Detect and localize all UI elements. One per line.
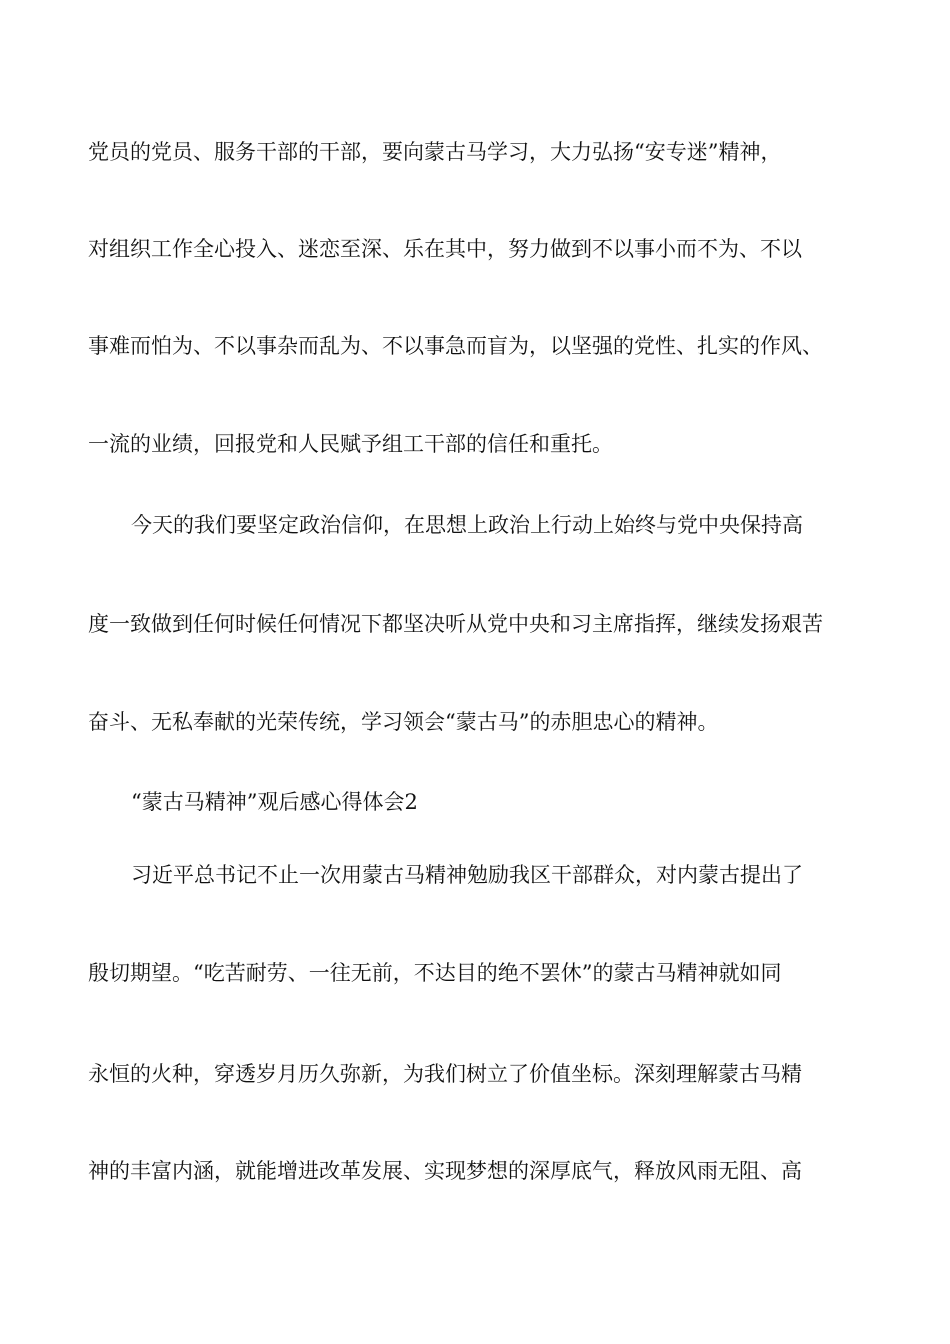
paragraph-line: 永恒的火种，穿透岁月历久弥新，为我们树立了价值坐标。深刻理解蒙古马精 bbox=[88, 1062, 802, 1086]
paragraph-line: 殷切期望。“吃苦耐劳、一往无前，不达目的绝不罢休”的蒙古马精神就如同 bbox=[88, 961, 782, 985]
paragraph-line: 对组织工作全心投入、迷恋至深、乐在其中，努力做到不以事小而不为、不以 bbox=[88, 237, 802, 261]
paragraph-line: 度一致做到任何时候任何情况下都坚决听从党中央和习主席指挥，继续发扬艰苦 bbox=[88, 612, 823, 636]
section-heading: “蒙古马精神”观后感心得体会2 bbox=[131, 790, 418, 814]
paragraph-line: 一流的业绩，回报党和人民赋予组工干部的信任和重托。 bbox=[88, 432, 613, 456]
paragraph-line: 习近平总书记不止一次用蒙古马精神勉励我区干部群众，对内蒙古提出了 bbox=[131, 863, 803, 887]
paragraph-line: 今天的我们要坚定政治信仰，在思想上政治上行动上始终与党中央保持高 bbox=[131, 513, 803, 537]
paragraph-line: 奋斗、无私奉献的光荣传统，学习领会“蒙古马”的赤胆忠心的精神。 bbox=[88, 710, 719, 734]
paragraph-line: 事难而怕为、不以事杂而乱为、不以事急而盲为，以坚强的党性、扎实的作风、 bbox=[88, 334, 823, 358]
paragraph-line: 党员的党员、服务干部的干部，要向蒙古马学习，大力弘扬“安专迷”精神， bbox=[88, 140, 782, 164]
paragraph-line: 神的丰富内涵，就能增进改革发展、实现梦想的深厚底气，释放风雨无阻、高 bbox=[88, 1159, 802, 1183]
